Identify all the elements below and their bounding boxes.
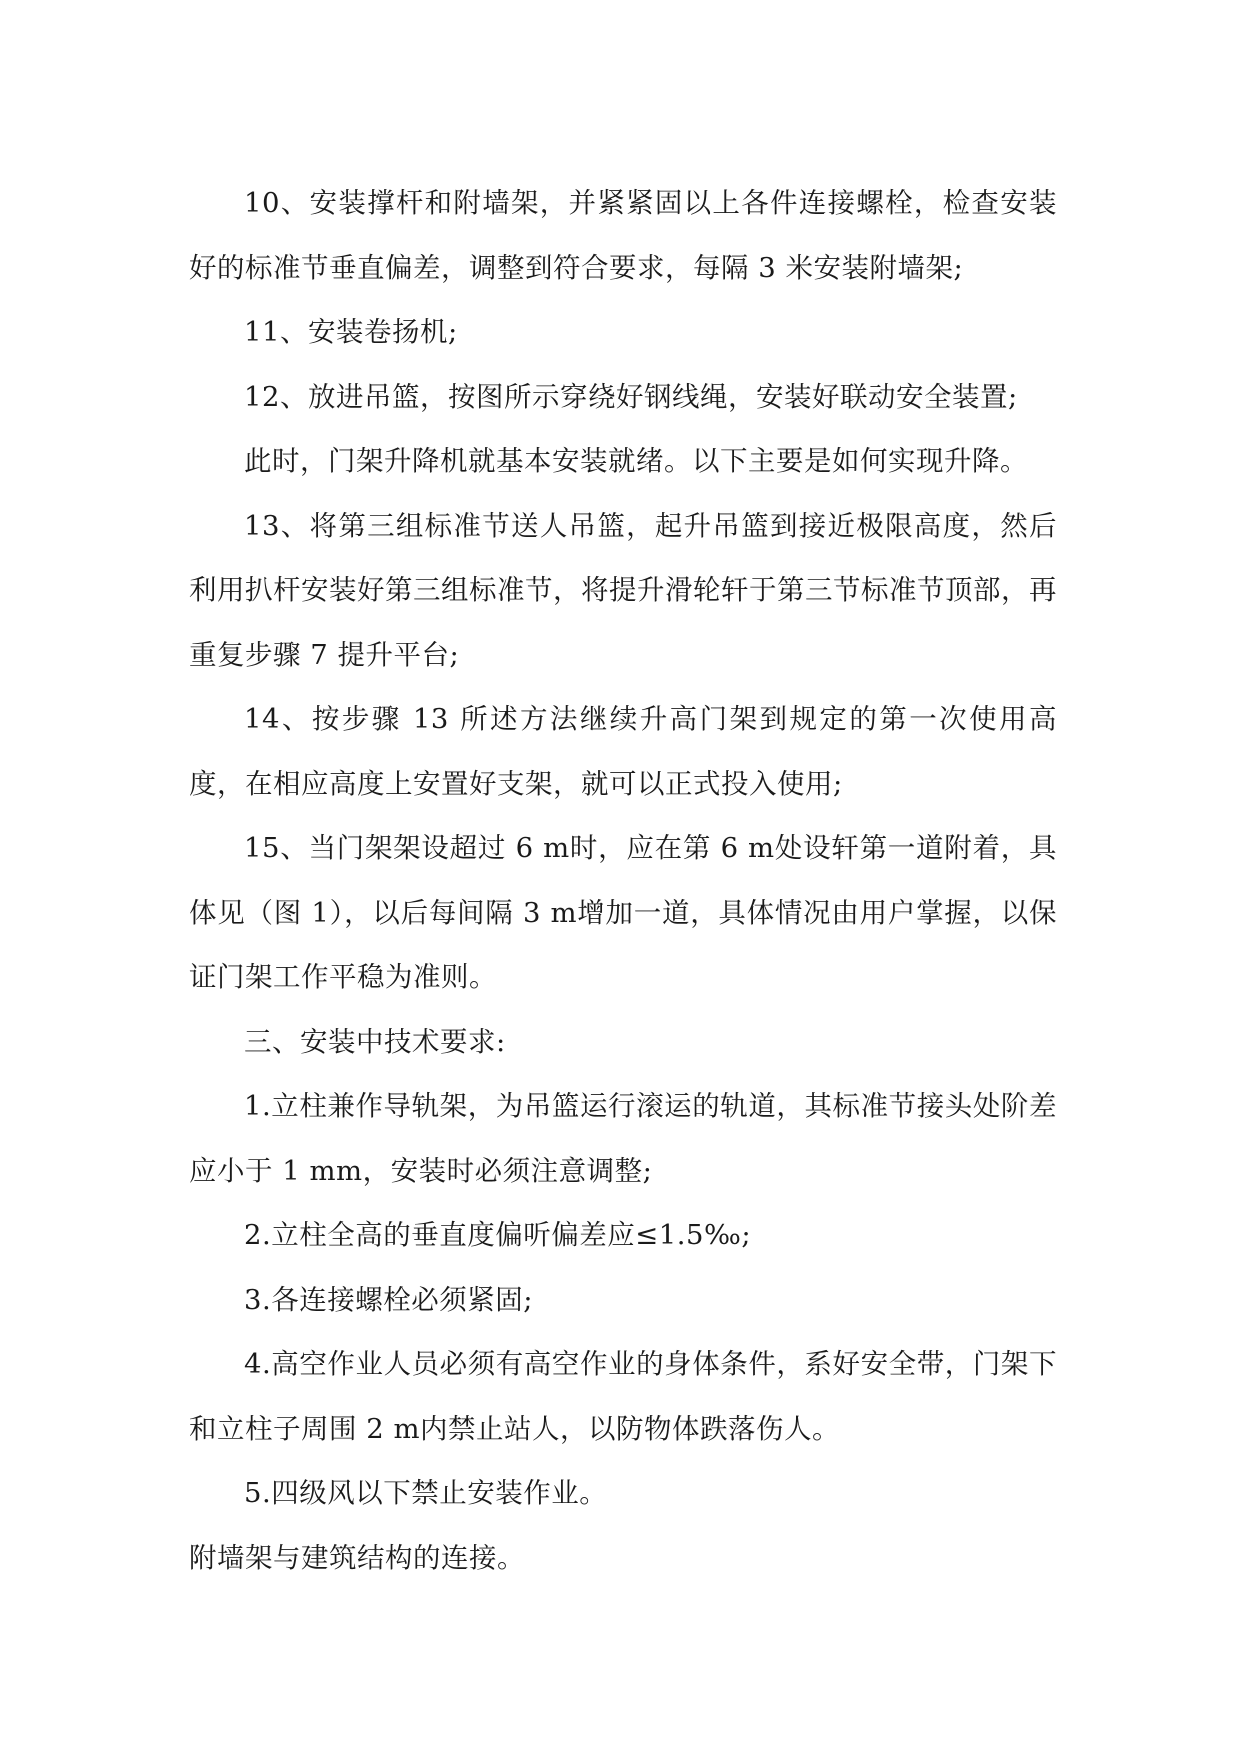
paragraph-step-15: 15、当门架架设超过 6 m时，应在第 6 m处设轩第一道附着，具体见（图 1），以后每间隔 3 m增加一道，具体情况由用户掌握，以保证门架工作平稳为准则。: [189, 832, 1057, 993]
paragraph-step-10: 10、安装撑杆和附墙架，并紧紧固以上各件连接螺栓，检查安装好的标准节垂直偏差，调整到符合要求，每隔 3 米安装附墙架;: [189, 187, 1057, 284]
paragraph-step-14: 14、按步骤 13 所述方法继续升高门架到规定的第一次使用高度，在相应高度上安置好支架，就可以正式投入使用;: [189, 703, 1057, 800]
paragraph-step-12: 12、放进吊篮，按图所示穿绕好钢线绳，安装好联动安全装置;: [244, 380, 1018, 413]
paragraph-requirement-4: 4.高空作业人员必须有高空作业的身体条件，系好安全带，门架下和立柱子周围 2 m内禁止站人，以防物体跌落伤人。: [189, 1348, 1057, 1445]
paragraph-summary: 此时，门架升降机就基本安装就绪。以下主要是如何实现升降。: [244, 445, 1028, 477]
paragraph-step-13: 13、将第三组标准节送人吊篮，起升吊篮到接近极限高度，然后利用扒杆安装好第三组标准节，将提升滑轮轩于第三节标准节顶部，再重复步骤 7 提升平台;: [189, 509, 1057, 671]
section-heading-technical-requirements: 三、安装中技术要求:: [244, 1025, 506, 1058]
paragraph-step-11: 11、安装卷扬机;: [244, 316, 458, 348]
document-body: [189, 171, 1057, 1590]
paragraph-requirement-2: 2.立柱全高的垂直度偏听偏差应≤1.5‰;: [244, 1219, 752, 1251]
paragraph-requirement-3: 3.各连接螺栓必须紧固;: [244, 1283, 534, 1316]
paragraph-requirement-5: 5.四级风以下禁止安装作业。: [244, 1477, 608, 1509]
paragraph-wall-bracket-connection: 附墙架与建筑结构的连接。: [189, 1541, 525, 1574]
paragraph-requirement-1: 1.立柱兼作导轨架，为吊篮运行滚运的轨道，其标准节接头处阶差应小于 1 mm，安装时必须注意调整;: [189, 1090, 1057, 1187]
